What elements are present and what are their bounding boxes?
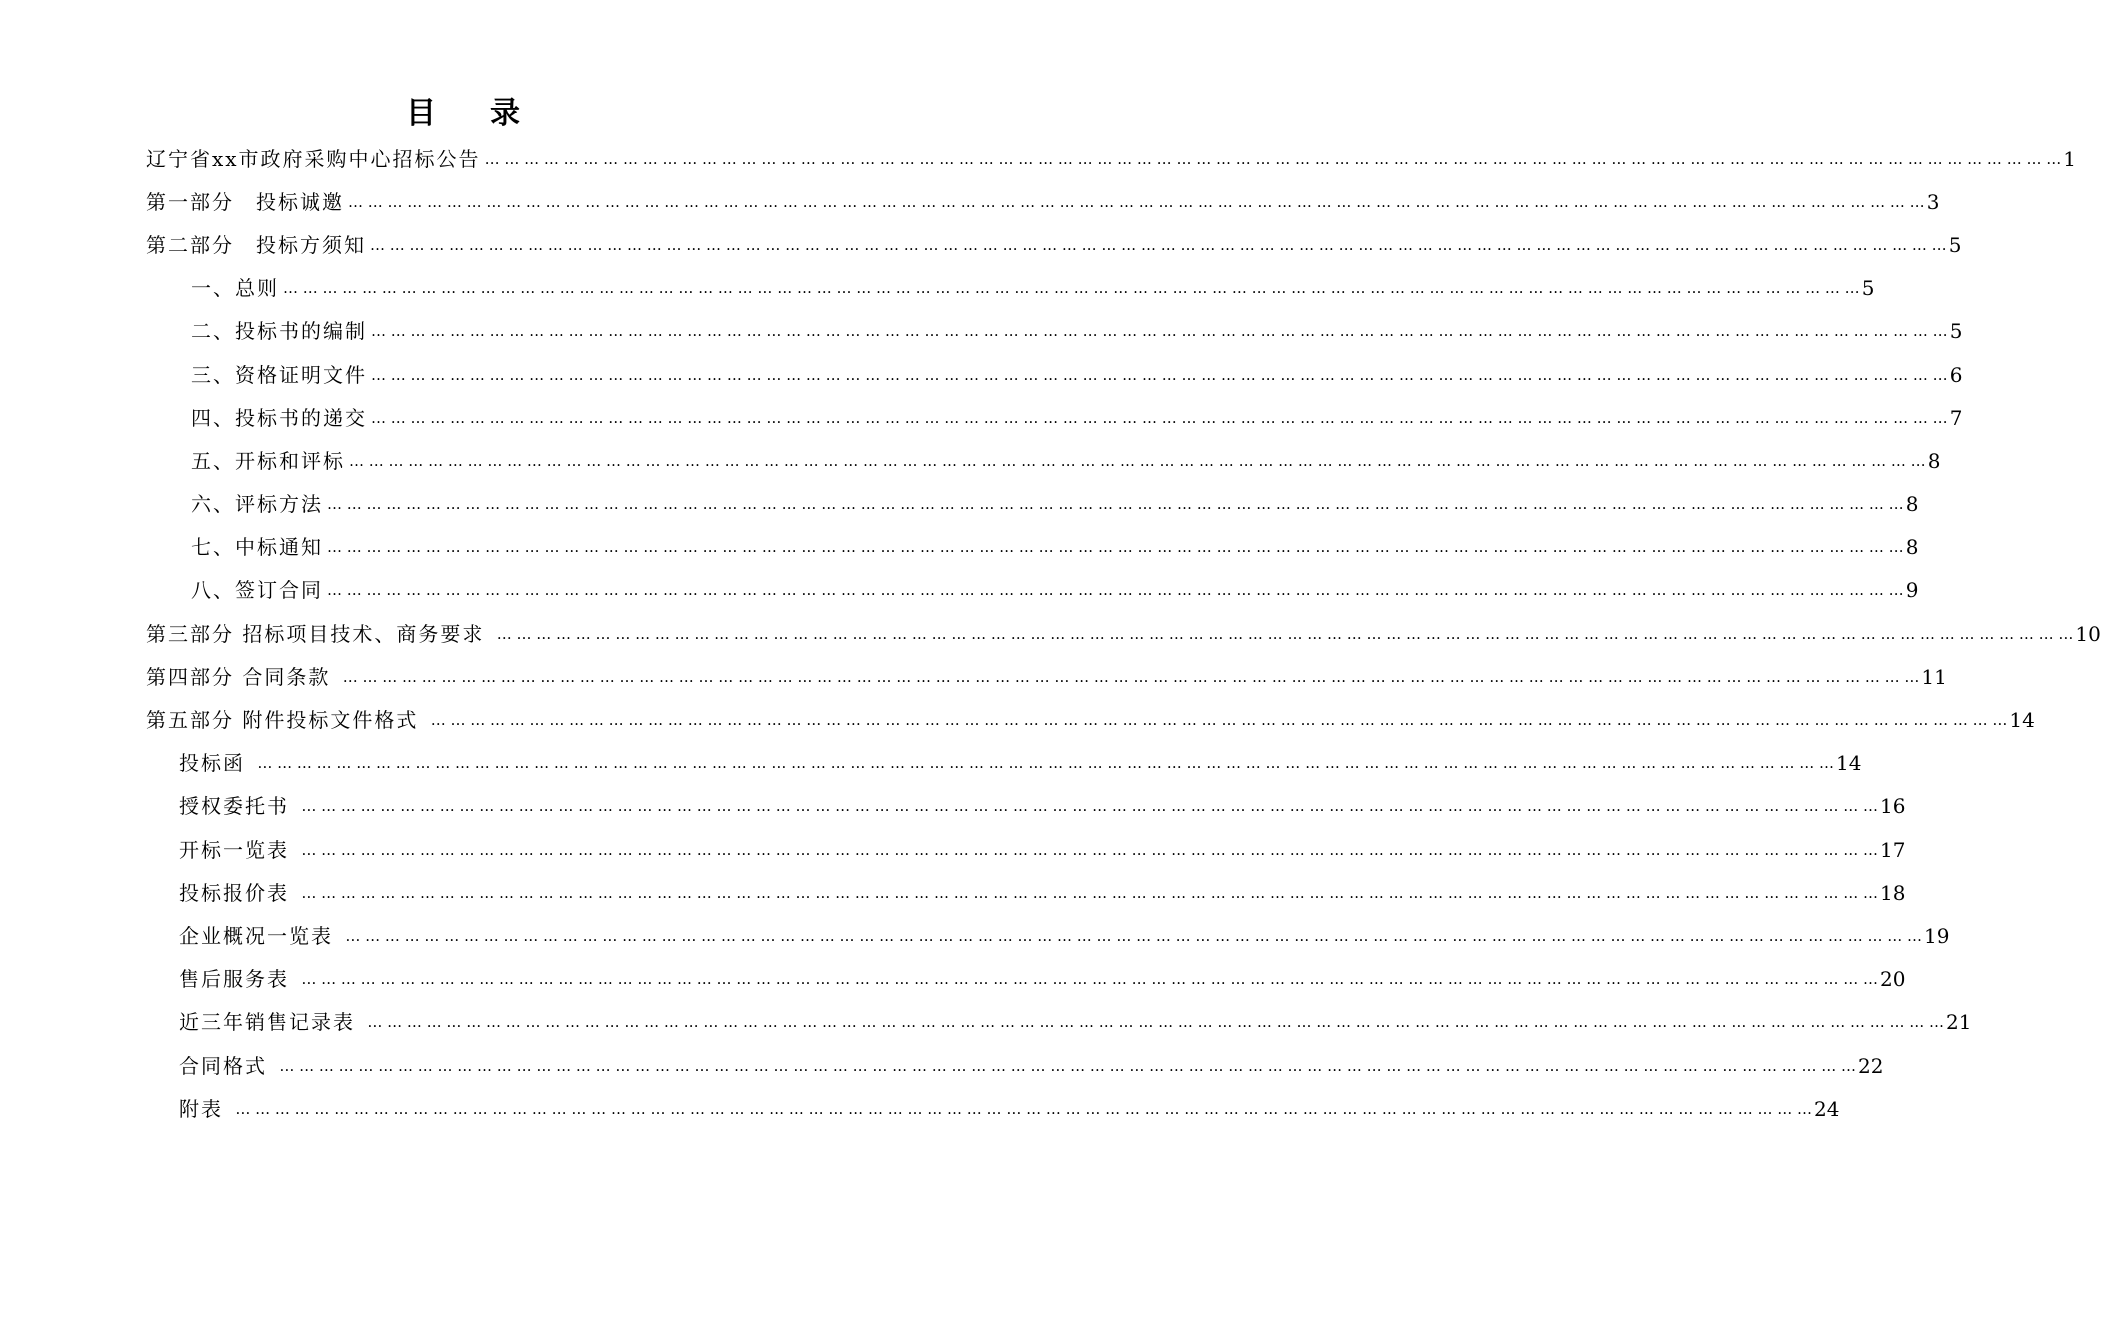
toc-entry-page-number: 6: [1949, 362, 1963, 387]
toc-leader-dots: … … … … … … … … … … … … … … … … … … … … … … … … … … … … … … … … … … … … … … … … … … … … … … … … … … … … … … … … … … … … … … … … … … … … … … … … … … … … … … … …: [279, 1056, 1857, 1075]
toc-leader-dots: … … … … … … … … … … … … … … … … … … … … … … … … … … … … … … … … … … … … … … … … … … … … … … … … … … … … … … … … … … … … … … … … … … … … … … … … … … … … … … … …: [348, 192, 1925, 211]
toc-leader-dots: … … … … … … … … … … … … … … … … … … … … … … … … … … … … … … … … … … … … … … … … … … … … … … … … … … … … … … … … … … … … … … … … … … … … … … … … … … … … … … … …: [345, 926, 1923, 945]
toc-entry[interactable]: [0, 137, 2076, 180]
toc-entry-page-number: 10: [2075, 621, 2101, 646]
toc-leader-dots: … … … … … … … … … … … … … … … … … … … … … … … … … … … … … … … … … … … … … … … … … … … … … … … … … … … … … … … … … … … … … … … … … … … … … … … … … … … … … … … …: [371, 365, 1948, 384]
toc-entry[interactable]: [0, 612, 2101, 655]
toc-leader-dots: … … … … … … … … … … … … … … … … … … … … … … … … … … … … … … … … … … … … … … … … … … … … … … … … … … … … … … … … … … … … … … … … … … … … … … … … … … … … … … … …: [484, 149, 2062, 168]
toc-entry[interactable]: [0, 1044, 1884, 1087]
toc-entry[interactable]: [0, 1087, 1840, 1130]
toc-entry[interactable]: [0, 310, 1963, 353]
toc-entry-page-number: 17: [1880, 837, 1906, 862]
toc-entry[interactable]: [0, 483, 1919, 526]
toc-leader-dots: … … … … … … … … … … … … … … … … … … … … … … … … … … … … … … … … … … … … … … … … … … … … … … … … … … … … … … … … … … … … … … … … … … … … … … … … … … … … … … … …: [496, 624, 2074, 643]
toc-entry[interactable]: [0, 828, 1906, 871]
toc-entry-page-number: 5: [1949, 319, 1963, 344]
toc-entry[interactable]: [0, 180, 1940, 223]
toc-leader-dots: … … … … … … … … … … … … … … … … … … … … … … … … … … … … … … … … … … … … … … … … … … … … … … … … … … … … … … … … … … … … … … … … … … … … … … … … … … … … … … … …: [301, 883, 1879, 902]
toc-entry[interactable]: [0, 353, 1963, 396]
toc-leader-dots: … … … … … … … … … … … … … … … … … … … … … … … … … … … … … … … … … … … … … … … … … … … … … … … … … … … … … … … … … … … … … … … … … … … … … … … … … … … … … … … …: [349, 451, 1926, 470]
toc-entry-label: 附表: [179, 1096, 232, 1121]
toc-entry-label: 近三年销售记录表: [179, 1010, 364, 1035]
toc-entry-label: 第一部分 投标诚邀: [146, 189, 344, 214]
toc-entry-page-number: 8: [1905, 492, 1919, 517]
toc-entry[interactable]: [0, 526, 1919, 569]
toc-entry-page-number: 7: [1949, 405, 1963, 430]
toc-entry-page-number: 8: [1927, 448, 1941, 473]
toc-leader-dots: … … … … … … … … … … … … … … … … … … … … … … … … … … … … … … … … … … … … … … … … … … … … … … … … … … … … … … … … … … … … … … … … … … … … … … … … … … … … … … … …: [235, 1099, 1813, 1118]
toc-entry-page-number: 14: [2009, 708, 2035, 733]
toc-leader-dots: … … … … … … … … … … … … … … … … … … … … … … … … … … … … … … … … … … … … … … … … … … … … … … … … … … … … … … … … … … … … … … … … … … … … … … … … … … … … … … … …: [430, 711, 2008, 730]
toc-entry-page-number: 3: [1926, 189, 1940, 214]
toc-entry[interactable]: [0, 569, 1919, 612]
toc-entry-label: 授权委托书: [179, 794, 298, 819]
toc-entry[interactable]: [0, 785, 1906, 828]
table-of-contents: [0, 137, 2101, 1130]
toc-entry-page-number: 8: [1905, 535, 1919, 560]
toc-entry-label: 七、中标通知: [191, 535, 323, 560]
toc-entry-page-number: 20: [1880, 967, 1906, 992]
toc-entry-label: 投标函: [179, 751, 254, 776]
toc-entry-label: 第四部分 合同条款: [146, 664, 339, 689]
toc-entry-label: 投标报价表: [179, 880, 298, 905]
toc-entry-page-number: 14: [1836, 751, 1862, 776]
toc-leader-dots: … … … … … … … … … … … … … … … … … … … … … … … … … … … … … … … … … … … … … … … … … … … … … … … … … … … … … … … … … … … … … … … … … … … … … … … … … … … … … … … …: [371, 322, 1948, 341]
toc-entry[interactable]: [0, 1001, 1972, 1044]
toc-entry-page-number: 21: [1946, 1010, 1972, 1035]
toc-leader-dots: … … … … … … … … … … … … … … … … … … … … … … … … … … … … … … … … … … … … … … … … … … … … … … … … … … … … … … … … … … … … … … … … … … … … … … … … … … … … … … … …: [367, 1013, 1945, 1032]
toc-entry[interactable]: [0, 958, 1906, 1001]
toc-entry[interactable]: [0, 698, 2035, 741]
toc-leader-dots: … … … … … … … … … … … … … … … … … … … … … … … … … … … … … … … … … … … … … … … … … … … … … … … … … … … … … … … … … … … … … … … … … … … … … … … … … … … … … … … …: [301, 840, 1879, 859]
toc-entry-label: 第五部分 附件投标文件格式: [146, 708, 427, 733]
toc-entry[interactable]: [0, 396, 1963, 439]
toc-entry-label: 第二部分 投标方须知: [146, 232, 366, 257]
toc-entry-label: 三、资格证明文件: [191, 362, 367, 387]
toc-entry-label: 五、开标和评标: [191, 448, 345, 473]
toc-entry[interactable]: [0, 223, 1962, 266]
toc-entry-label: 第三部分 招标项目技术、商务要求: [146, 621, 493, 646]
toc-entry-label: 辽宁省xx市政府采购中心招标公告: [146, 146, 481, 171]
toc-entry-label: 企业概况一览表: [179, 923, 342, 948]
toc-entry-label: 六、评标方法: [191, 492, 323, 517]
toc-leader-dots: … … … … … … … … … … … … … … … … … … … … … … … … … … … … … … … … … … … … … … … … … … … … … … … … … … … … … … … … … … … … … … … … … … … … … … … … … … … … … … … …: [342, 667, 1920, 686]
toc-entry-label: 八、签订合同: [191, 578, 323, 603]
toc-entry[interactable]: [0, 871, 1906, 914]
toc-entry-page-number: 5: [1948, 232, 1962, 257]
toc-entry-label: 四、投标书的递交: [191, 405, 367, 430]
toc-entry[interactable]: [0, 439, 1941, 482]
toc-entry-label: 售后服务表: [179, 967, 298, 992]
toc-leader-dots: … … … … … … … … … … … … … … … … … … … … … … … … … … … … … … … … … … … … … … … … … … … … … … … … … … … … … … … … … … … … … … … … … … … … … … … … … … … … … … … …: [283, 279, 1860, 298]
toc-leader-dots: … … … … … … … … … … … … … … … … … … … … … … … … … … … … … … … … … … … … … … … … … … … … … … … … … … … … … … … … … … … … … … … … … … … … … … … … … … … … … … … …: [327, 538, 1904, 557]
toc-entry-page-number: 16: [1880, 794, 1906, 819]
toc-leader-dots: … … … … … … … … … … … … … … … … … … … … … … … … … … … … … … … … … … … … … … … … … … … … … … … … … … … … … … … … … … … … … … … … … … … … … … … … … … … … … … … …: [371, 408, 1948, 427]
toc-entry-page-number: 19: [1924, 923, 1950, 948]
toc-leader-dots: … … … … … … … … … … … … … … … … … … … … … … … … … … … … … … … … … … … … … … … … … … … … … … … … … … … … … … … … … … … … … … … … … … … … … … … … … … … … … … … …: [301, 797, 1879, 816]
toc-entry-label: 合同格式: [179, 1053, 276, 1078]
toc-entry-page-number: 5: [1861, 276, 1875, 301]
toc-entry-page-number: 1: [2063, 146, 2076, 171]
toc-entry-page-number: 24: [1814, 1096, 1840, 1121]
toc-entry-page-number: 18: [1880, 880, 1906, 905]
toc-leader-dots: … … … … … … … … … … … … … … … … … … … … … … … … … … … … … … … … … … … … … … … … … … … … … … … … … … … … … … … … … … … … … … … … … … … … … … … … … … … … … … … …: [327, 581, 1904, 600]
toc-leader-dots: … … … … … … … … … … … … … … … … … … … … … … … … … … … … … … … … … … … … … … … … … … … … … … … … … … … … … … … … … … … … … … … … … … … … … … … … … … … … … … … …: [370, 235, 1947, 254]
toc-entry[interactable]: [0, 267, 1875, 310]
toc-entry-label: 开标一览表: [179, 837, 298, 862]
toc-entry[interactable]: [0, 914, 1950, 957]
toc-entry-page-number: 9: [1905, 578, 1919, 603]
toc-entry[interactable]: [0, 655, 1947, 698]
toc-entry-page-number: 11: [1921, 664, 1947, 689]
toc-entry-page-number: 22: [1858, 1053, 1884, 1078]
page-title: 目录: [406, 96, 574, 131]
toc-entry-label: 二、投标书的编制: [191, 319, 367, 344]
toc-leader-dots: … … … … … … … … … … … … … … … … … … … … … … … … … … … … … … … … … … … … … … … … … … … … … … … … … … … … … … … … … … … … … … … … … … … … … … … … … … … … … … … …: [257, 754, 1835, 773]
toc-leader-dots: … … … … … … … … … … … … … … … … … … … … … … … … … … … … … … … … … … … … … … … … … … … … … … … … … … … … … … … … … … … … … … … … … … … … … … … … … … … … … … … …: [327, 495, 1904, 514]
toc-entry[interactable]: [0, 742, 1862, 785]
toc-leader-dots: … … … … … … … … … … … … … … … … … … … … … … … … … … … … … … … … … … … … … … … … … … … … … … … … … … … … … … … … … … … … … … … … … … … … … … … … … … … … … … … …: [301, 970, 1879, 989]
toc-entry-label: 一、总则: [191, 276, 279, 301]
